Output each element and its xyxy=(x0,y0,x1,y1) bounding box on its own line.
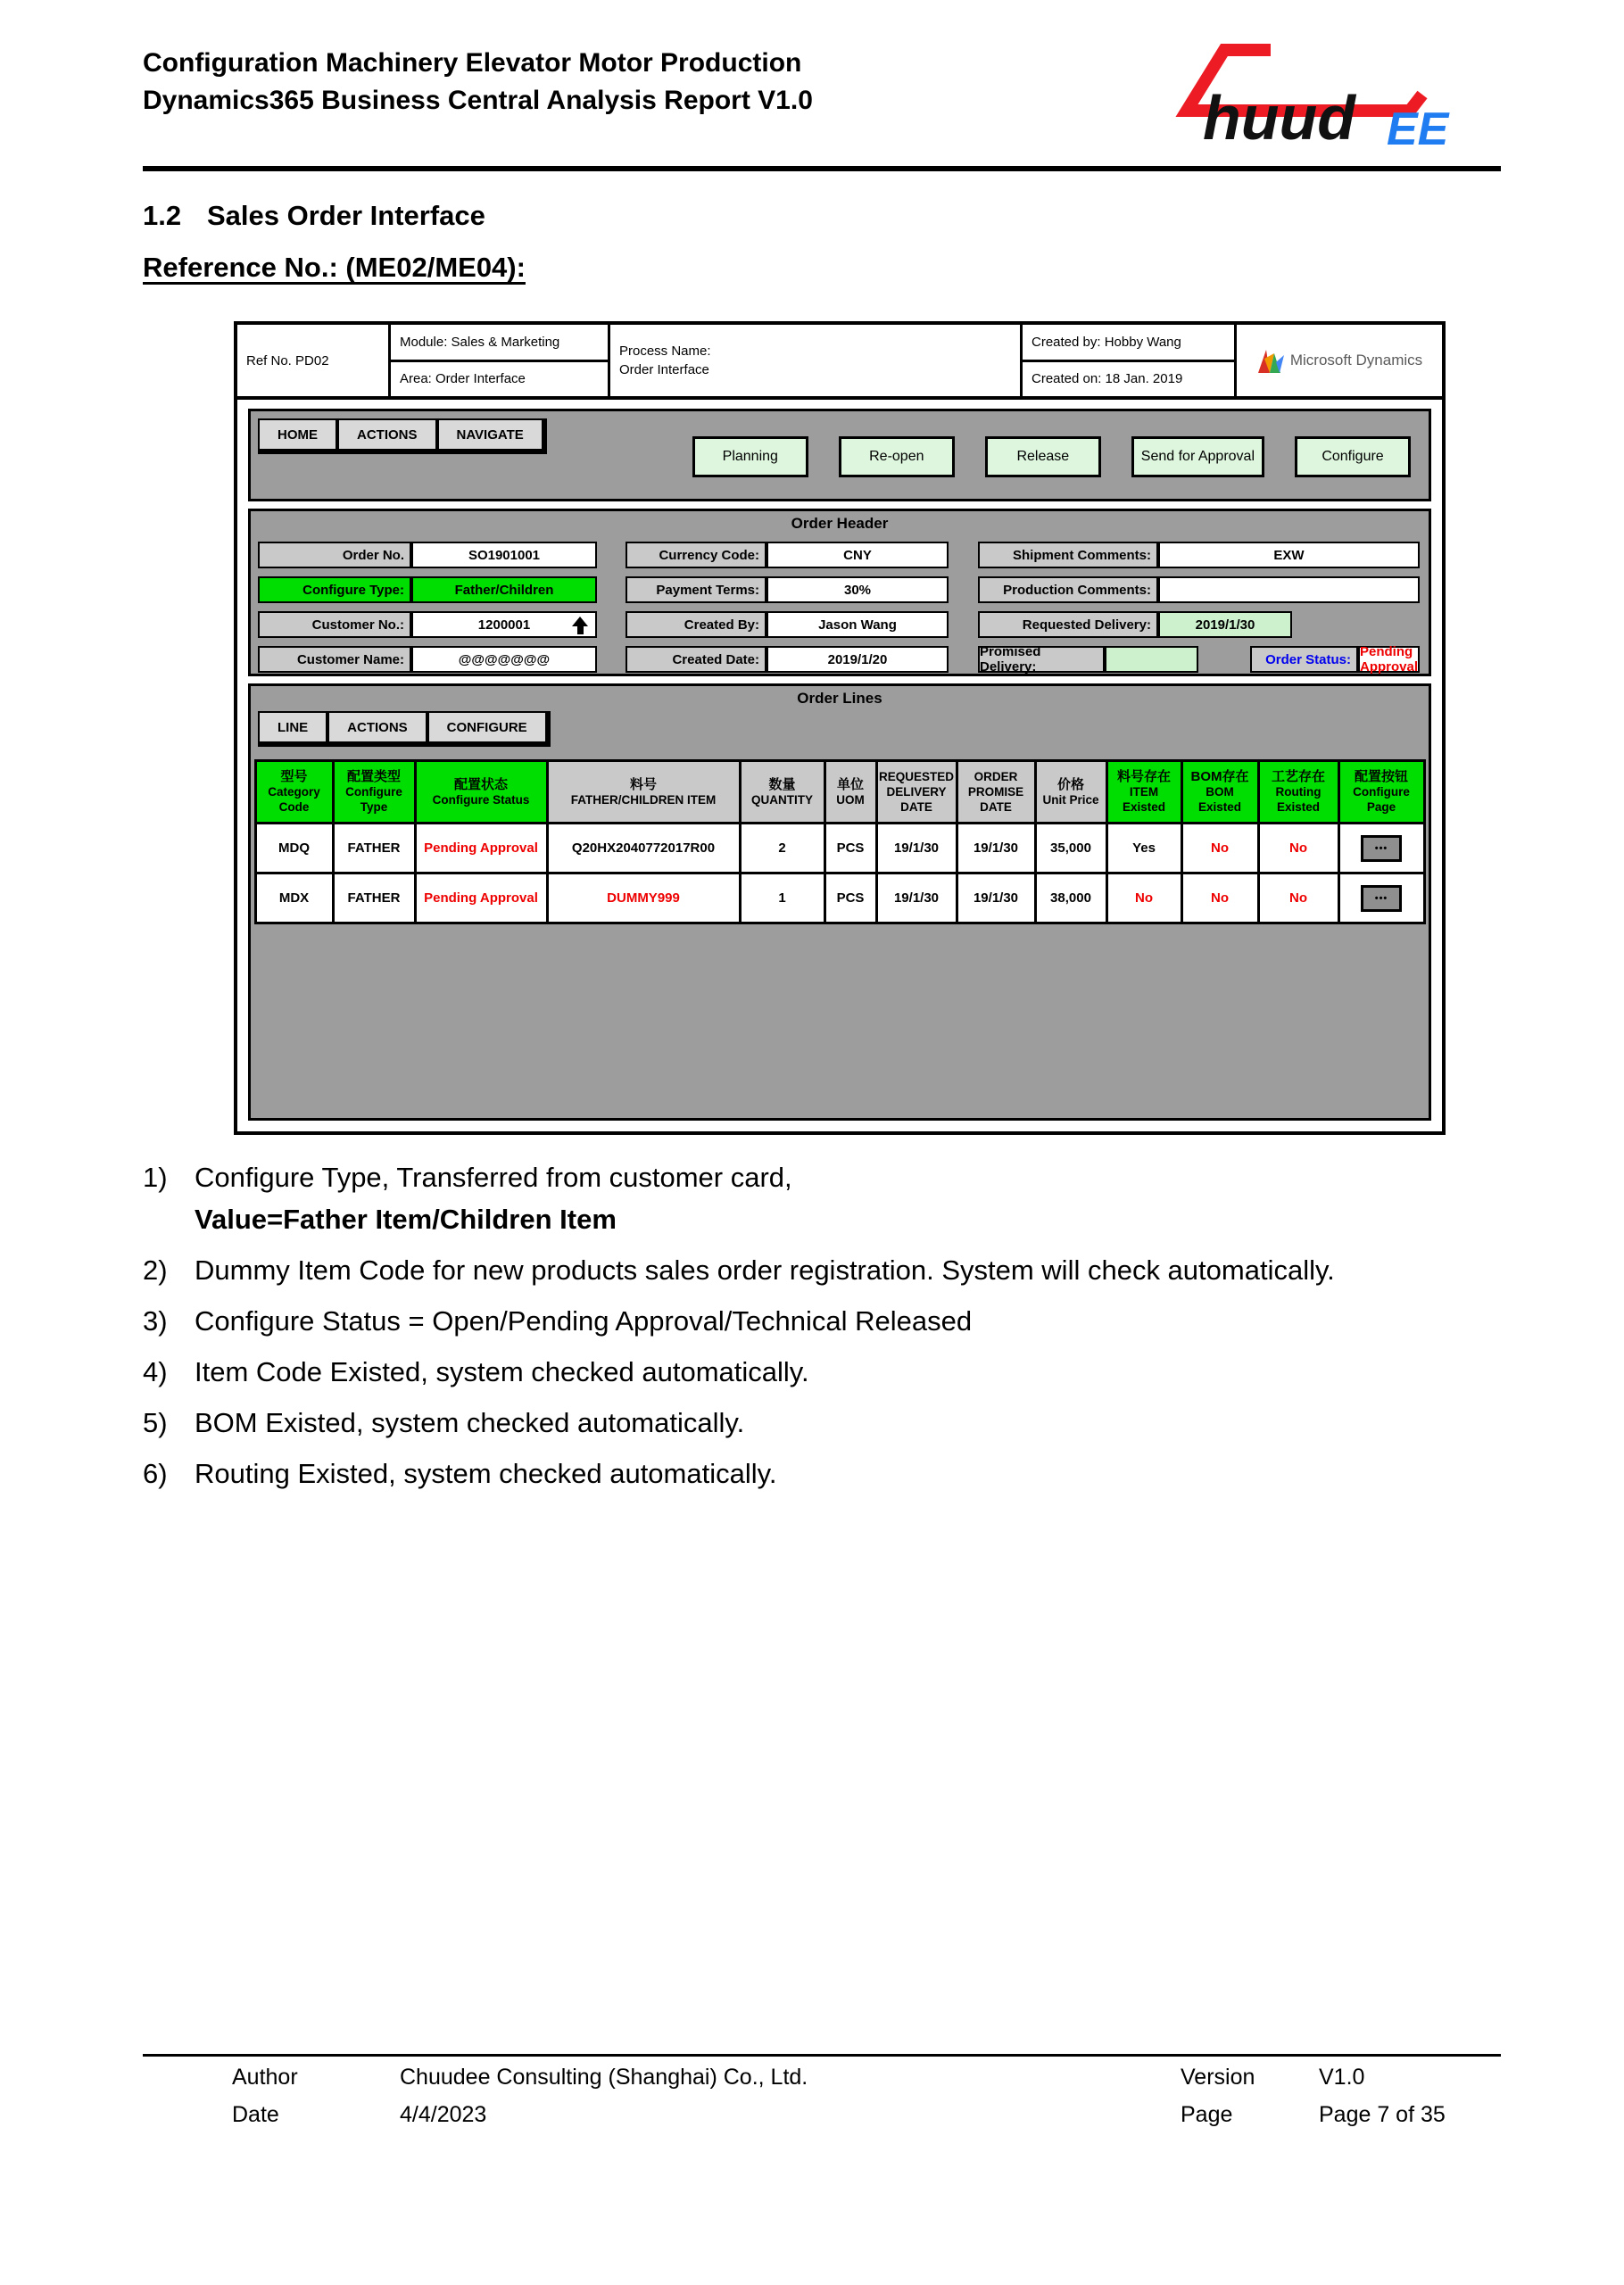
col-father-children-item: 料号 FATHER/CHILDREN ITEM xyxy=(547,761,740,824)
created-on: Created on: 18 Jan. 2019 xyxy=(1032,371,1183,387)
section-title: Sales Order Interface xyxy=(207,200,485,231)
order-no-label: Order No. xyxy=(258,542,411,568)
chuudee-logo-graphic xyxy=(1171,39,1470,155)
cell-quantity: 1 xyxy=(740,873,824,923)
configure-button[interactable]: Configure xyxy=(1295,436,1411,477)
requested-delivery-label: Requested Delivery: xyxy=(978,611,1158,638)
cell-item-existed: Yes xyxy=(1106,824,1181,873)
order-lines-header-row xyxy=(255,761,1424,824)
cell-routing-existed: No xyxy=(1258,824,1338,873)
ribbon-buttons xyxy=(692,436,1411,477)
order-lines-panel xyxy=(248,683,1431,1121)
cell-bom-existed: No xyxy=(1181,824,1258,873)
cell-item: Q20HX2040772017R00 xyxy=(547,824,740,873)
cell-promise-date: 19/1/30 xyxy=(957,873,1035,923)
section-number: 1.2 xyxy=(143,200,182,231)
order-lines-tab-group xyxy=(258,711,551,747)
note-4: 4) Item Code Existed, system checked automatically. xyxy=(143,1356,809,1387)
requested-delivery-field[interactable]: 2019/1/30 xyxy=(1158,611,1292,638)
configure-type-label: Configure Type: xyxy=(258,576,411,603)
note-2: 2) Dummy Item Code for new products sales order registration. System will check automatically. xyxy=(143,1254,1335,1286)
module-area-cell xyxy=(391,325,610,396)
note-1: 1) Configure Type, Transferred from customer card, Value=Father Item/Children Item xyxy=(143,1162,792,1235)
module-label: Module: Sales & Marketing xyxy=(391,325,608,362)
process-name-cell xyxy=(610,325,1023,396)
chuudee-logo-black-text: huud xyxy=(1203,83,1356,153)
order-header-panel xyxy=(248,509,1431,676)
order-status-value: Pending Approval xyxy=(1359,644,1418,675)
col-category-code: 型号 Category Code xyxy=(255,761,333,824)
customer-no-field[interactable]: 1200001 xyxy=(411,611,597,638)
configure-type-field[interactable]: Father/Children xyxy=(411,576,597,603)
footer-author-label: Author xyxy=(232,2065,298,2090)
created-date-label: Created Date: xyxy=(626,646,766,673)
customer-name-label: Customer Name: xyxy=(258,646,411,673)
document-title xyxy=(143,45,813,120)
cell-uom: PCS xyxy=(824,824,876,873)
footer-date-value: 4/4/2023 xyxy=(400,2102,487,2127)
screenshot-figure xyxy=(234,321,1446,1135)
currency-code-field[interactable]: CNY xyxy=(766,542,949,568)
order-header-column-3 xyxy=(978,542,1420,681)
cell-category: MDQ xyxy=(255,824,333,873)
col-configure-page: 配置按钮 Configure Page xyxy=(1338,761,1424,824)
payment-terms-field[interactable]: 30% xyxy=(766,576,949,603)
cell-routing-existed: No xyxy=(1258,873,1338,923)
up-arrow-icon xyxy=(572,617,588,634)
col-order-promise-date: ORDER PROMISE DATE xyxy=(957,761,1035,824)
planning-button[interactable]: Planning xyxy=(692,436,808,477)
chuudee-logo xyxy=(1171,39,1470,155)
ms-dynamics-label: Microsoft Dynamics xyxy=(1289,352,1423,368)
currency-code-label: Currency Code: xyxy=(626,542,766,568)
cell-requested-date: 19/1/30 xyxy=(876,824,957,873)
col-requested-delivery-date: REQUESTED DELIVERY DATE xyxy=(876,761,957,824)
configure-page-button[interactable]: ••• xyxy=(1361,835,1402,862)
order-header-title: Order Header xyxy=(791,515,889,532)
cell-configure-page xyxy=(1338,824,1424,873)
cell-configure-page xyxy=(1338,873,1424,923)
cell-item-existed: No xyxy=(1106,873,1181,923)
chuudee-logo-blue-text: EE xyxy=(1387,103,1449,155)
col-configure-status: 配置状态 Configure Status xyxy=(415,761,547,824)
cell-requested-date: 19/1/30 xyxy=(876,873,957,923)
tab-line-actions[interactable]: ACTIONS xyxy=(327,711,427,743)
col-routing-existed: 工艺存在 Routing Existed xyxy=(1258,761,1338,824)
cell-configure-status: Pending Approval xyxy=(415,873,547,923)
cell-category: MDX xyxy=(255,873,333,923)
order-header-column-1 xyxy=(258,542,597,681)
notes-list xyxy=(143,1156,1488,1503)
footer-date-label: Date xyxy=(232,2102,279,2127)
col-configure-type: 配置类型 Configure Type xyxy=(333,761,415,824)
order-no-field[interactable]: SO1901001 xyxy=(411,542,597,568)
cell-configure-type: FATHER xyxy=(333,873,415,923)
promised-delivery-field[interactable] xyxy=(1105,646,1197,673)
process-name-value: Order Interface xyxy=(619,362,709,377)
order-line-row-1 xyxy=(255,824,1424,873)
order-line-row-2 xyxy=(255,873,1424,923)
header-divider xyxy=(143,166,1501,171)
tab-home[interactable]: HOME xyxy=(258,418,337,451)
area-label: Area: Order Interface xyxy=(400,371,526,387)
order-lines-title: Order Lines xyxy=(797,690,882,707)
ribbon-tab-group xyxy=(258,418,547,454)
note-3: 3) Configure Status = Open/Pending Approval/Technical Released xyxy=(143,1305,973,1337)
customer-name-field[interactable]: @@@@@@@ xyxy=(411,646,597,673)
footer-version-value: V1.0 xyxy=(1319,2065,1365,2090)
footer-divider xyxy=(143,2054,1501,2057)
footer-version-label: Version xyxy=(1181,2065,1255,2090)
cell-quantity: 2 xyxy=(740,824,824,873)
section-heading xyxy=(143,200,485,232)
tab-actions[interactable]: ACTIONS xyxy=(337,418,437,451)
send-for-approval-button[interactable]: Send for Approval xyxy=(1131,436,1264,477)
tab-navigate[interactable]: NAVIGATE xyxy=(437,418,543,451)
cell-unit-price: 35,000 xyxy=(1035,824,1106,873)
cell-uom: PCS xyxy=(824,873,876,923)
release-button[interactable]: Release xyxy=(985,436,1101,477)
cell-item: DUMMY999 xyxy=(547,873,740,923)
created-date-field[interactable]: 2019/1/20 xyxy=(766,646,949,673)
ms-dynamics-icon xyxy=(1256,346,1287,375)
footer-page-label: Page xyxy=(1181,2102,1233,2127)
process-name-label: Process Name: xyxy=(619,344,711,359)
tab-line[interactable]: LINE xyxy=(258,711,327,743)
reopen-button[interactable]: Re-open xyxy=(839,436,955,477)
created-cell xyxy=(1023,325,1237,396)
promised-delivery-label: Promised Delivery: xyxy=(978,646,1105,673)
ribbon-panel xyxy=(248,409,1431,501)
order-header-column-2 xyxy=(626,542,949,681)
document-title-line2: Dynamics365 Business Central Analysis Report V1.0 xyxy=(143,86,813,115)
cell-configure-type: FATHER xyxy=(333,824,415,873)
cell-unit-price: 38,000 xyxy=(1035,873,1106,923)
payment-terms-label: Payment Terms: xyxy=(626,576,766,603)
ref-header-table xyxy=(237,325,1442,400)
ref-no-cell: Ref No. PD02 xyxy=(237,325,391,396)
ms-dynamics-logo xyxy=(1237,325,1442,396)
reference-number: Reference No.: (ME02/ME04): xyxy=(143,252,526,283)
production-comments-field[interactable] xyxy=(1158,576,1420,603)
production-comments-label: Production Comments: xyxy=(978,576,1158,603)
cell-promise-date: 19/1/30 xyxy=(957,824,1035,873)
col-item-existed: 料号存在 ITEM Existed xyxy=(1106,761,1181,824)
cell-configure-status: Pending Approval xyxy=(415,824,547,873)
created-by-label: Created By: xyxy=(626,611,766,638)
cell-bom-existed: No xyxy=(1181,873,1258,923)
col-unit-price: 价格 Unit Price xyxy=(1035,761,1106,824)
note-6: 6) Routing Existed, system checked automatically. xyxy=(143,1458,777,1489)
configure-page-button[interactable]: ••• xyxy=(1361,885,1402,912)
shipment-comments-field[interactable]: EXW xyxy=(1158,542,1420,568)
col-bom-existed: BOM存在 BOM Existed xyxy=(1181,761,1258,824)
order-status-label: Order Status: xyxy=(1250,646,1358,673)
created-by: Created by: Hobby Wang xyxy=(1023,325,1234,362)
customer-no-label: Customer No.: xyxy=(258,611,411,638)
shipment-comments-label: Shipment Comments: xyxy=(978,542,1158,568)
note-5: 5) BOM Existed, system checked automatically. xyxy=(143,1407,745,1438)
order-lines-table xyxy=(254,759,1426,924)
footer-page-value: Page 7 of 35 xyxy=(1319,2102,1446,2127)
footer-author-value: Chuudee Consulting (Shanghai) Co., Ltd. xyxy=(400,2065,808,2090)
col-quantity: 数量 QUANTITY xyxy=(740,761,824,824)
document-title-line1: Configuration Machinery Elevator Motor Production xyxy=(143,48,802,78)
created-by-field[interactable]: Jason Wang xyxy=(766,611,949,638)
col-uom: 单位 UOM xyxy=(824,761,876,824)
tab-line-configure[interactable]: CONFIGURE xyxy=(427,711,547,743)
